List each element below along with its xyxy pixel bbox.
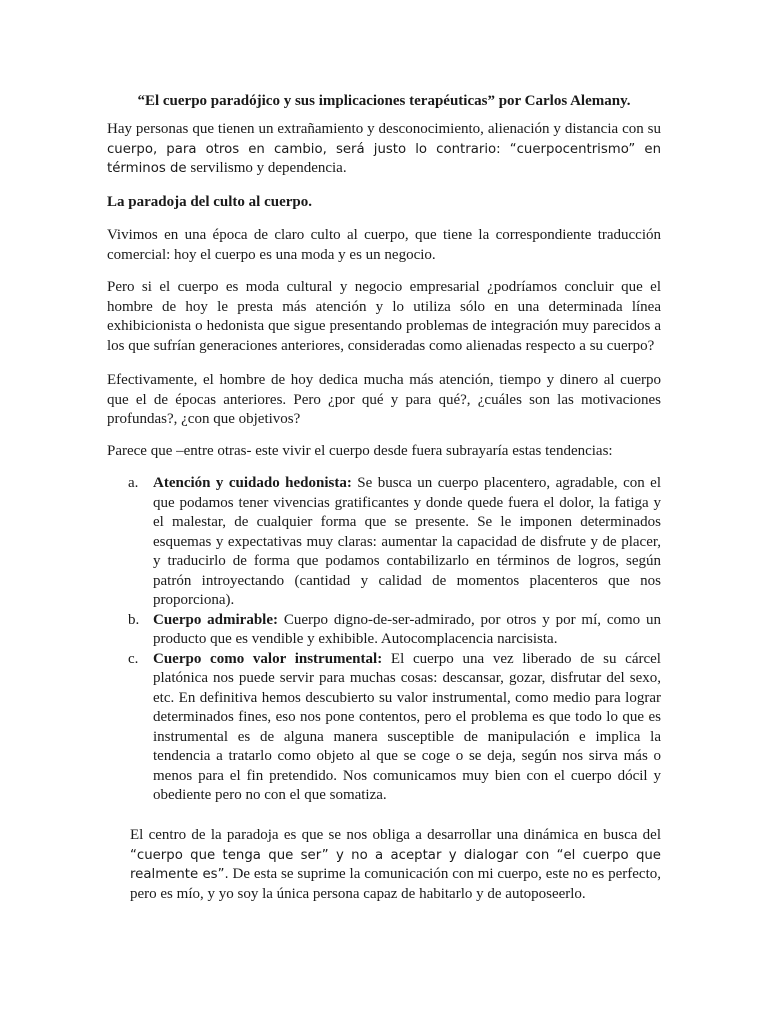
closing-line-3: De esta se suprime la comunicación con mi cuerpo, este no es perfecto, pero es mío, y yo soy la única persona capaz de habitarlo y de autoposeerlo. <box>130 866 661 902</box>
list-item-term: Cuerpo admirable: <box>153 611 278 628</box>
list-marker: c. <box>128 650 139 667</box>
paragraph-3: Efectivamente, el hombre de hoy dedica mucha más atención, tiempo y dinero al cuerpo que el de épocas anteriores. Pero ¿por qué y para qué?, ¿cuáles son las motivaciones profundas?, ¿con que objetivos? <box>107 372 661 427</box>
section-heading: La paradoja del culto al cuerpo. <box>107 194 312 210</box>
intro-line-2: cuerpo, para otros en cambio, será justo lo contrario: “cuerpocentrismo” en términos de <box>107 141 661 176</box>
list-item <box>107 650 661 806</box>
intro-line-1: Hay personas que tienen un extrañamiento y desconocimiento, alienación y distancia con su <box>107 121 661 137</box>
paragraph-2: Pero si el cuerpo es moda cultural y negocio empresarial ¿podríamos concluir que el hombre de hoy le presta más atención y lo utiliza sólo en una determinada línea exhibicionista o hedonista que sigue presentando problemas de integración muy parecidos a los que sufrían generaciones anteriores, consideradas como alienadas respecto a su cuerpo? <box>107 279 661 354</box>
list-item <box>107 474 661 611</box>
intro-line-3: servilismo y dependencia. <box>190 160 347 176</box>
closing-line-2: “cuerpo que tenga que ser” y no a aceptar y dialogar con “el cuerpo que realmente es”. <box>130 847 661 882</box>
list-item-term: Atención y cuidado hedonista: <box>153 475 352 491</box>
list-item <box>107 611 661 650</box>
document-title: “El cuerpo paradójico y sus implicaciones terapéuticas” por Carlos Alemany. <box>137 93 631 109</box>
paragraph-1: Vivimos en una época de claro culto al cuerpo, que tiene la correspondiente traducción comercial: hoy el cuerpo es una moda y es un negocio. <box>107 227 661 263</box>
tendencies-list <box>107 474 661 806</box>
list-item-text: El cuerpo una vez liberado de su cárcel platónica nos puede servir para muchas cosas: descansar, gozar, disfrutar del sexo, etc. En definitiva hemos descubierto su valor instrumental, como medio para lograr determinados fines, eso nos pone contentos, pero el problema es que todo lo que es instrumental es de alguna manera susceptible de manipulación e implica la tendencia a tratarlo como objeto al que se coge o se deja, según nos sirva más o menos para el fin pretendido. Nos comunicamos muy bien con el cuerpo dócil y obediente pero no con el que somatiza. <box>153 650 661 803</box>
list-item-term: Cuerpo como valor instrumental: <box>153 650 383 667</box>
closing-line-1: El centro de la paradoja es que se nos obliga a desarrollar una dinámica en busca del <box>130 827 661 843</box>
list-item-text: Cuerpo digno-de-ser-admirado, por otros y por mí, como un producto que es vendible y exhibible. Autocomplacencia narcisista. <box>153 611 661 647</box>
list-item-text: Se busca un cuerpo placentero, agradable, con el que podamos tener vivencias gratificantes y donde quede fuera el dolor, la fatiga y el malestar, de cualquier forma que se presente. Se le imponen determinados esquemas y expectativas muy claras: aumentar la capacidad de disfrute y de placer, y traducirlo de forma que podamos contabilizarlo en términos de logros, según patrón introyectando (cantidad y calidad de momentos placenteros que nos proporciona). <box>153 475 661 608</box>
list-marker: a. <box>128 475 139 491</box>
closing-paragraph <box>130 826 661 904</box>
intro-paragraph <box>107 120 661 179</box>
list-marker: b. <box>128 611 140 628</box>
paragraph-4: Parece que –entre otras- este vivir el cuerpo desde fuera subrayaría estas tendencias: <box>107 443 613 459</box>
